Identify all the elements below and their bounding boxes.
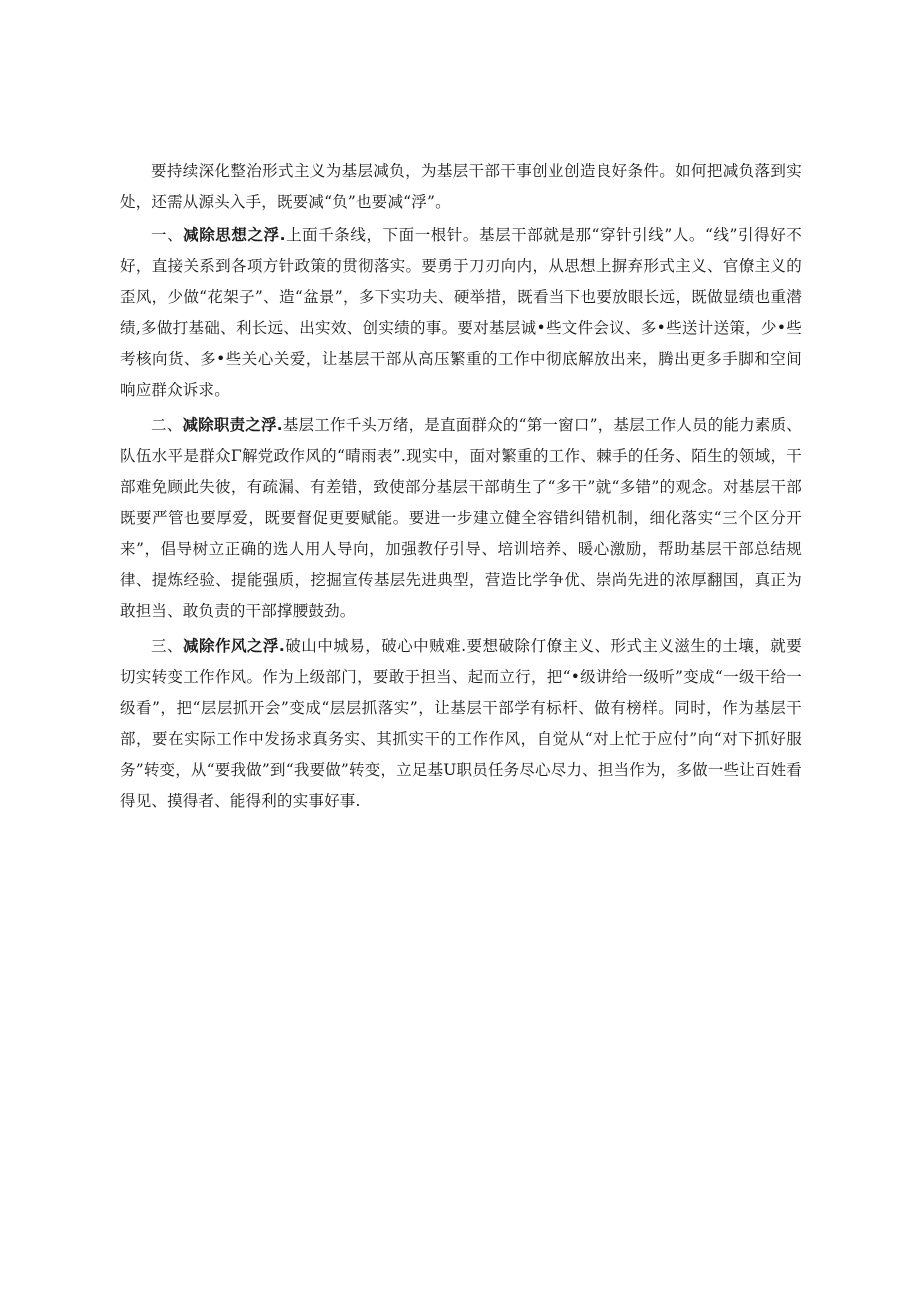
section-2-body: 基层工作千头万绪，是直面群众的“第一窗口”，基层工作人员的能力素质、队伍水平是群众Γ解党政作风的“晴雨表”.现实中，面对繁重的工作、棘手的任务、陌生的领域，干部难免顾此失彼，有疏漏、有差错，致使部分基层干部萌生了“多干”就“多错”的观念。对基层干部既要严管也要厚爱，既要督促更要赋能。要进一步建立健全容错纠错机制，细化落实“三个区分开来”，倡导树立正确的选人用人导向，加强教仔引导、培训培养、暖心激励，帮助基层干部总结规律、提炼经验、提能强质，挖掘宣传基层先进典型，营造比学争优、崇尚先进的浓厚翻国，真正为敢担当、敢负责的干部撑腰鼓劲。 bbox=[120, 416, 802, 620]
section-1-body: 上面千条线，下面一根针。基层干部就是那“穿针引线”人。“线”引得好不好，直接关系到各项方针政策的贯彻落实。要勇于刀刃向内，从思想上摒弃形式主义、官僚主义的歪风，少做“花架子”、造“盆景”，多下实功夫、硬举措，既看当下也要放眼长远，既做显绩也重潜绩,多做打基础、利长远、出实效、创实绩的事。要对基层诚•些文件会议、多•些送计送策，少•些考核向货、多•些关心关爱，让基层干部从高压繁重的工作中彻底解放出来，腾出更多手脚和空间响应群众诉求。 bbox=[120, 226, 802, 399]
section-2-heading: 减除职责之浮. bbox=[182, 416, 283, 434]
section-1-number: 一、 bbox=[151, 226, 184, 244]
section-1-heading: 减除思想之浮. bbox=[183, 226, 286, 244]
section-2-paragraph bbox=[120, 410, 802, 627]
section-1-paragraph bbox=[120, 220, 802, 406]
section-3-number: 三、 bbox=[151, 637, 183, 655]
section-3-body: 破山中城易，破心中贼难.要想破除仃僚主义、形式主义滋生的土壤，就要切实转变工作作风。作为上级部门，要敢于担当、起而立行，把“•级讲给一级听”变成“一级干给一级看”，把“层层抓开会”变成“层层抓落实”，让基层干部学有标杆、做有榜样。同时，作为基层干部，要在实际工作中发扬求真务实、其抓实干的工作作风，自觉从“对上忙于应付”向“对下抓好服务”转变，从“要我做”到“我要做”转变，立足基U职员任务尽心尽力、担当作为，多做一些让百姓看得见、摸得者、能得利的实事好事. bbox=[120, 637, 802, 810]
section-3-heading: 减除作风之浮. bbox=[182, 637, 285, 655]
section-2-number: 二、 bbox=[151, 416, 183, 434]
section-3-paragraph bbox=[120, 631, 802, 817]
document-page bbox=[120, 156, 802, 821]
intro-paragraph: 要持续深化整治形式主义为基层减负，为基层干部干事创业创造良好条件。如何把减负落到实处，还需从源头入手，既要减“负”也要减“浮”。 bbox=[120, 162, 802, 211]
